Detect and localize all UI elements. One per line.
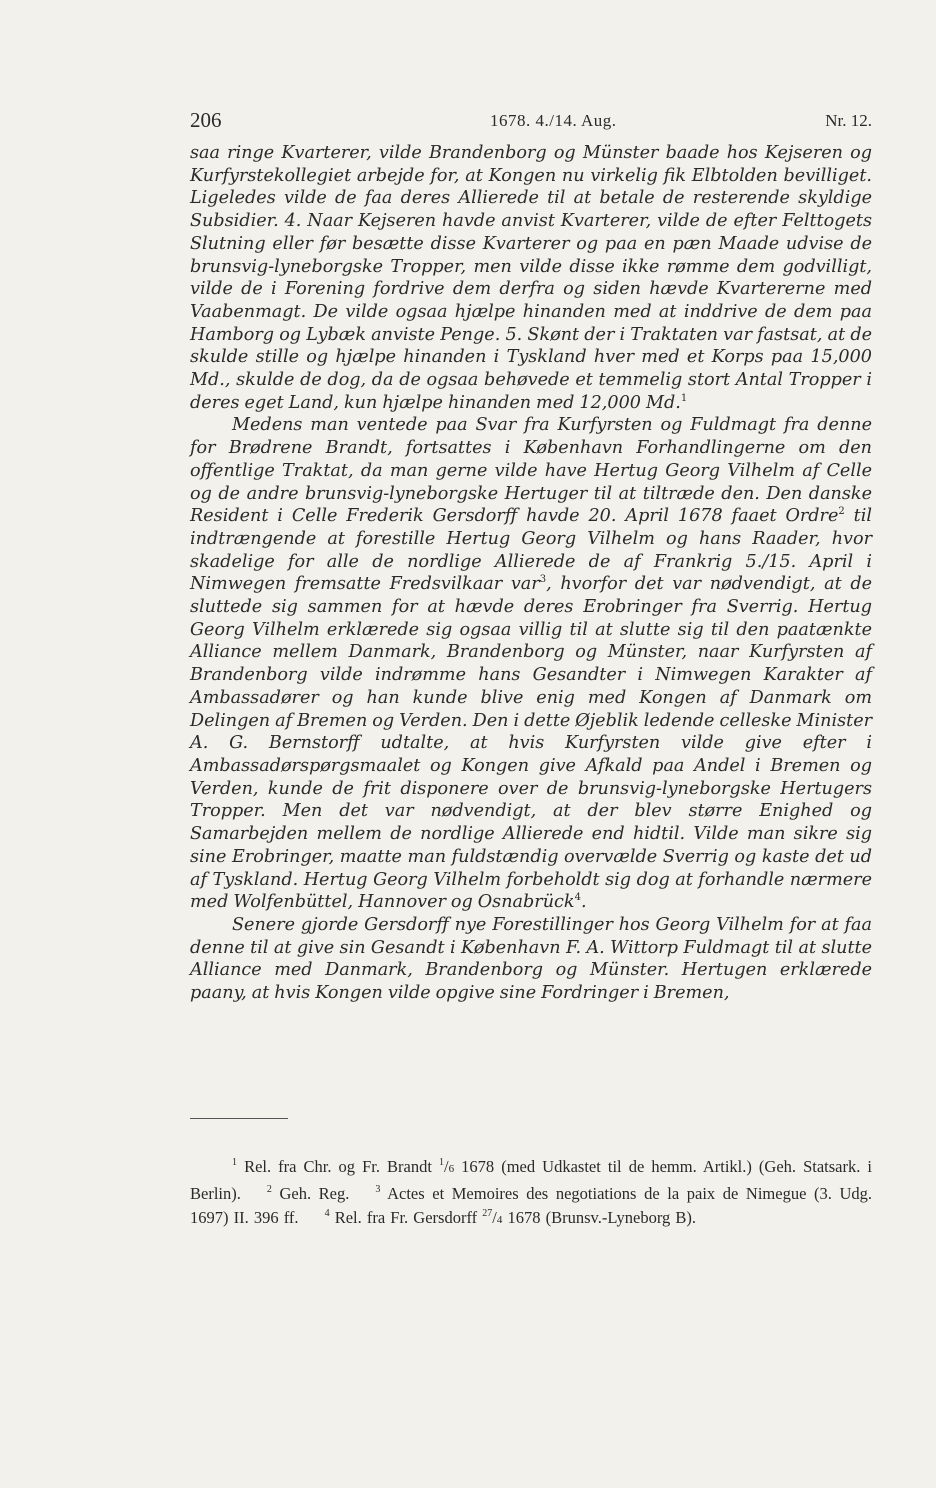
running-head-date: 1678. 4./14. Aug. — [490, 111, 617, 130]
date-fraction-num: 1 — [439, 1157, 445, 1168]
footnote-1: $^1$ Rel. fra Chr. og Fr. Brandt $^1$/6 1678 (med Udkastet til de hemm. Artikl.) (Geh. Statsark. i Berlin). — [190, 1157, 873, 1203]
footnote-ref: 2 — [838, 506, 845, 518]
footnote-marker: 1 — [232, 1157, 237, 1168]
footnote-ref: 4 — [574, 892, 581, 904]
date-fraction-den: 4 — [496, 1214, 503, 1226]
footnote-text: Rel. fra Fr. Gersdorff — [334, 1208, 483, 1227]
footnote-marker: 2 — [266, 1183, 272, 1195]
footnote-text: Geh. Reg. — [279, 1183, 350, 1203]
paragraph-1 — [190, 142, 872, 414]
date-fraction-den: 6 — [448, 1163, 455, 1175]
paragraph-text: , hvorfor det var nødvendigt, at de sluttede sig sammen for at hævde deres Erobringer fra Sverrig. Hertug Georg Vilhelm erklærede sig ogsaa villig til at slutte sig til den paatænkte Alliance mellem Danmark, Brandenborg og Münster, naar Kurfyrsten af Brandenborg vilde indrømme hans Gesandter i Nimwegen Karakter af Ambassadører og han kunde blive enig med Kongen af Danmark om Delingen af Bremen og Verden. Den i dette Øjeblik ledende celleske Minister A. G. Bernstorff udtalte, at hvis Kurfyrsten vilde give efter i Ambassadørspørgsmaalet og Kongen give Afkald paa Andel i Bremen og Verden, kunde de frit disponere over de brunsvig-lyneborgske Hertugers Tropper. Men det var nødvendigt, at der blev større Enighed og Samarbejden mellem de nordlige Allierede end hidtil. Vilde man sikre sig sine Erobringer, maatte man fuldstændig overvælde Sverrig og kaste det ud af Tyskland. Hertug Georg Vilhelm forbeholdt sig dog at forhandle nærmere med Wolfenbüttel, Hannover og Osnabrück — [190, 574, 873, 913]
paragraph-text: Medens man ventede paa Svar fra Kurfyrsten og Fuldmagt fra denne for Brødrene Brandt, fortsattes i København Forhandlingerne om den offentlige Traktat, da man gerne vilde have Hertug Georg Vilhelm af Celle og de andre brunsvig-lyneborgske Hertuger til at tiltræde den. Den danske Resident i Celle Frederik Gersdorff havde 20. April 1678 faaet Ordre — [190, 415, 872, 527]
paragraph-2 — [190, 414, 872, 913]
paragraph-text: . — [580, 892, 587, 913]
paragraph-text: til indtrængende at forestille Hertug Georg Vilhelm og hans Raader, hvor skadelige for alle de nordlige Allierede de af Frankrig 5./15. April i Nimwegen fremsatte Fredsvilkaar var — [190, 506, 872, 595]
document-number: Nr. 12. — [825, 111, 872, 130]
footnote-text: Actes et Memoires des negotiations de la paix de Nimegue (3. Udg. 1697) II. 396 ff. — [190, 1183, 872, 1227]
page-number: 206 — [190, 108, 222, 132]
footnote-text: 1678 (med Udkastet til de hemm. Artikl.) (Geh. Statsark. i Berlin). — [190, 1157, 873, 1203]
footnote-ref: 3 — [539, 574, 547, 586]
footnote-marker: 4 — [324, 1208, 330, 1219]
paragraph-text: saa ringe Kvarterer, vilde Brandenborg og Münster baade hos Kejseren og Kurfyrstekollegiet arbejde for, at Kongen nu virkelig fik Elbtolden bevilliget. Ligeledes vilde de faa deres Allierede til at betale de resterende skyldige Subsidier. 4. Naar Kejseren havde anvist Kvarterer, vilde de efter Felttogets Slutning eller før besætte disse Kvarterer og paa en pæn Maade udvise de brunsvig-lyneborgske Tropper, men vilde disse ikke rømme dem godvilligt, vilde de i Forening fordrive dem derfra og siden hævde Kvartererne med Vaabenmagt. De vilde ogsaa hjælpe hinanden med at inddrive de dem paa Hamborg og Lybæk anviste Penge. 5. Skønt der i Traktaten var fastsat, at de skulde stille og hjælpe hinanden i Tyskland hver med et Korps paa 15,000 Md., skulde de dog, da de ogsaa behøvede et temmelig stort Antal Tropper i deres eget Land, kun hjælpe hinanden med 12,000 Md. — [190, 143, 872, 413]
footnote-ref: 1 — [680, 392, 688, 404]
footnote-4: $^4$ Rel. fra Fr. Gersdorff $^{27}$/4 1678 (Brunsv.-Lyneborg B). — [324, 1208, 697, 1227]
date-fraction-num: 27 — [482, 1208, 493, 1219]
page-header — [190, 108, 872, 138]
footnote-marker: 3 — [375, 1183, 381, 1195]
footnotes — [190, 1155, 872, 1233]
footnote-text: Rel. fra Chr. og Fr. Brandt — [244, 1157, 440, 1176]
paragraph-text: Senere gjorde Gersdorff nye Forestillinger hos Georg Vilhelm for at faa denne til at give sin Gesandt i København F. A. Wittorp Fuldmagt til at slutte Alliance med Danmark, Brandenborg og Münster. Hertugen erklærede paany, at hvis Kongen vilde opgive sine Fordringer i Bremen, — [190, 914, 872, 1004]
footnote-2 — [267, 1184, 350, 1203]
footnote-divider — [190, 1118, 288, 1119]
paragraph-3 — [190, 914, 872, 1005]
footnote-text: 1678 (Brunsv.-Lyneborg B). — [502, 1208, 697, 1227]
main-text — [190, 142, 872, 1005]
